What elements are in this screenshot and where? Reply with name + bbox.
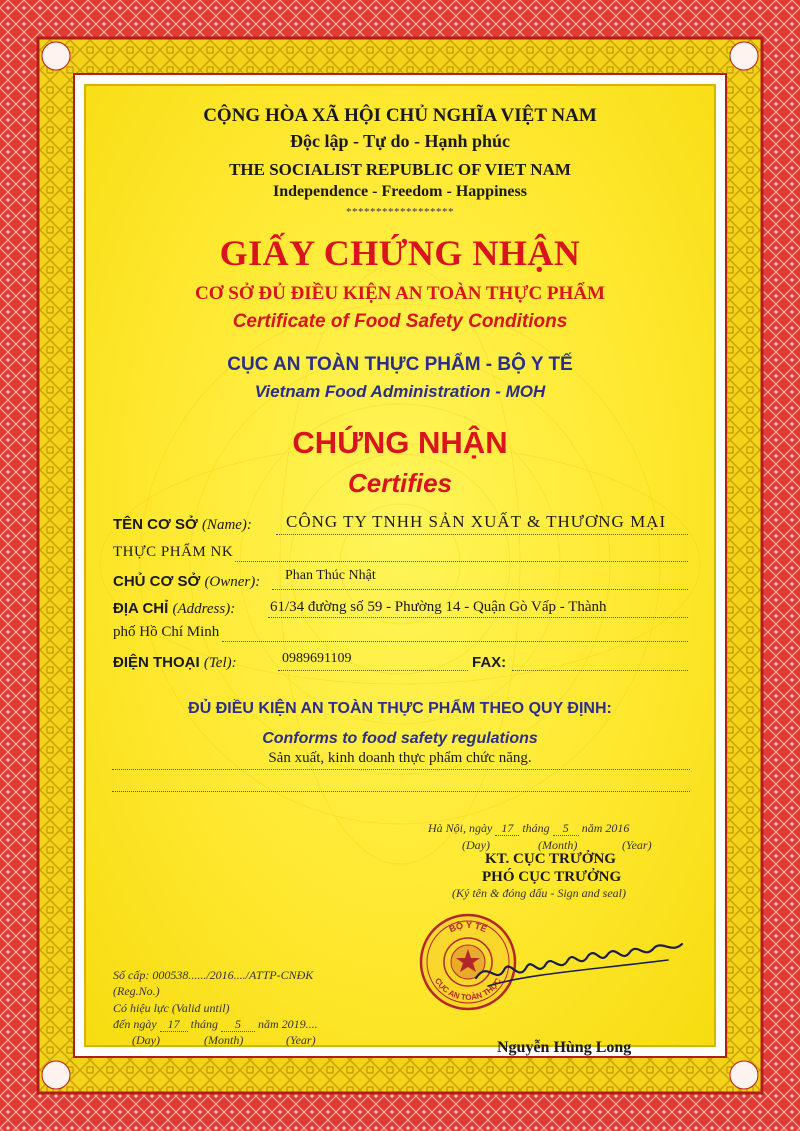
reg-prefix: Số cấp:	[113, 968, 150, 982]
sign-and-seal-note: (Ký tên & đóng dấu - Sign and seal)	[452, 886, 626, 900]
issue-day-en: (Day)	[462, 838, 490, 852]
name-value-line2: THỰC PHẨM NK	[113, 544, 234, 560]
valid-prefix: đến ngày	[113, 1017, 157, 1031]
header-divider: ******************	[346, 206, 454, 218]
valid-until-label: Có hiệu lực (Valid until)	[113, 1001, 230, 1015]
issue-day: 17	[495, 821, 519, 836]
issue-place: Hà Nội, ngày	[428, 821, 493, 835]
valid-year-word: năm 20	[258, 1017, 294, 1031]
issuing-agency-vi: CỤC AN TOÀN THỰC PHẨM - BỘ Y TẾ	[227, 354, 573, 375]
business-scope: Sản xuất, kinh doanh thực phẩm chức năng.	[268, 750, 532, 766]
guilloche-watermark	[84, 84, 716, 1047]
motto-vi: Độc lập - Tự do - Hạnh phúc	[289, 131, 511, 151]
phone-label	[113, 654, 237, 672]
issuing-agency-en: Vietnam Food Administration - MOH	[254, 382, 546, 401]
issue-year-digit: 6	[623, 821, 630, 835]
requirements-heading-vi: ĐỦ ĐIỀU KIỆN AN TOÀN THỰC PHẨM THEO QUY ĐỊNH:	[188, 700, 612, 717]
phone-label-vi: ĐIỆN THOẠI	[113, 654, 200, 671]
issue-month: 5	[553, 821, 579, 836]
name-dotted-line-2	[235, 561, 688, 562]
valid-year-en: (Year)	[286, 1033, 316, 1047]
issue-month-word: tháng	[522, 821, 550, 835]
seal-bottom-text: CỤC AN TOÀN THỰC	[432, 976, 504, 1003]
reg-number-en: (Reg.No.)	[113, 984, 160, 998]
name-value-line1: CÔNG TY TNHH SẢN XUẤT & THƯƠNG MẠI	[286, 512, 667, 531]
fax-label: FAX:	[472, 654, 507, 671]
requirements-heading-en: Conforms to food safety regulations	[262, 730, 538, 747]
valid-day-en: (Day)	[132, 1033, 160, 1047]
certificate-title: GIẤY CHỨNG NHẬN	[219, 233, 581, 273]
handwritten-signature	[468, 930, 698, 1000]
owner-label-vi: CHỦ CƠ SỞ	[113, 573, 201, 590]
phone-value: 0989691109	[282, 651, 352, 666]
reg-suffix: /ATTP-CNĐK	[245, 968, 314, 982]
certificate-subtitle-en: Certificate of Food Safety Conditions	[232, 311, 568, 332]
certifies-heading-vi: CHỨNG NHẬN	[292, 425, 508, 460]
address-label-vi: ĐỊA CHỈ	[113, 600, 169, 617]
name-label-en: (Name):	[201, 517, 252, 533]
certifies-heading-en: Certifies	[347, 468, 453, 498]
name-label-vi: TÊN CƠ SỞ	[113, 516, 198, 533]
owner-label	[113, 573, 260, 591]
address-value-line2: phố Hồ Chí Minh	[113, 624, 220, 640]
phone-dotted-line	[278, 670, 468, 671]
issue-date-line	[428, 821, 629, 836]
reg-number: 000538	[152, 968, 189, 982]
owner-dotted-line	[272, 589, 688, 590]
reg-year: 6	[227, 968, 234, 982]
address-label	[113, 600, 235, 618]
address-value-line1: 61/34 đường số 59 - Phường 14 - Quận Gò Vấp - Thành	[270, 599, 607, 615]
owner-value: Phan Thúc Nhật	[285, 568, 376, 583]
certificate-subtitle-vi: CƠ SỞ ĐỦ ĐIỀU KIỆN AN TOÀN THỰC PHẨM	[195, 283, 605, 304]
nation-name-en: THE SOCIALIST REPUBLIC OF VIET NAM	[229, 160, 571, 179]
valid-month: 5	[221, 1017, 255, 1032]
address-label-en: (Address):	[172, 601, 236, 617]
valid-until-date-line: đến ngày 17 tháng 5 năm 2019....	[113, 1017, 318, 1031]
phone-label-en: (Tel):	[203, 655, 237, 671]
reg-mid: /201	[206, 968, 228, 982]
nation-name-vi: CỘNG HÒA XÃ HỘI CHỦ NGHĨA VIỆT NAM	[203, 105, 597, 126]
scope-dotted-line-1	[112, 769, 690, 770]
issue-month-en: (Month)	[538, 838, 578, 852]
fax-dotted-line	[512, 670, 688, 671]
valid-year: 19	[293, 1017, 306, 1031]
signer-title-2: PHÓ CỤC TRƯỞNG	[482, 869, 622, 885]
seal-top-text: BỘ Y TẾ	[447, 919, 489, 935]
valid-month-en: (Month)	[204, 1033, 244, 1047]
valid-month-word: tháng	[190, 1017, 218, 1031]
signer-name: Nguyễn Hùng Long	[497, 1039, 632, 1056]
name-dotted-line-1	[276, 534, 688, 535]
issue-year-en: (Year)	[622, 838, 652, 852]
signer-title-1: KT. CỤC TRƯỞNG	[485, 851, 616, 867]
address-dotted-line-1	[268, 617, 688, 618]
scope-dotted-line-2	[112, 791, 690, 792]
name-label	[113, 516, 252, 534]
issue-year-word: năm 201	[581, 821, 624, 835]
motto-en: Independence - Freedom - Happiness	[273, 183, 527, 200]
owner-label-en: (Owner):	[204, 574, 261, 590]
valid-day: 17	[160, 1017, 188, 1032]
registration-number-line: Số cấp: 000538....../2016..../ATTP-CNĐK	[113, 968, 314, 982]
address-dotted-line-2	[222, 641, 688, 642]
